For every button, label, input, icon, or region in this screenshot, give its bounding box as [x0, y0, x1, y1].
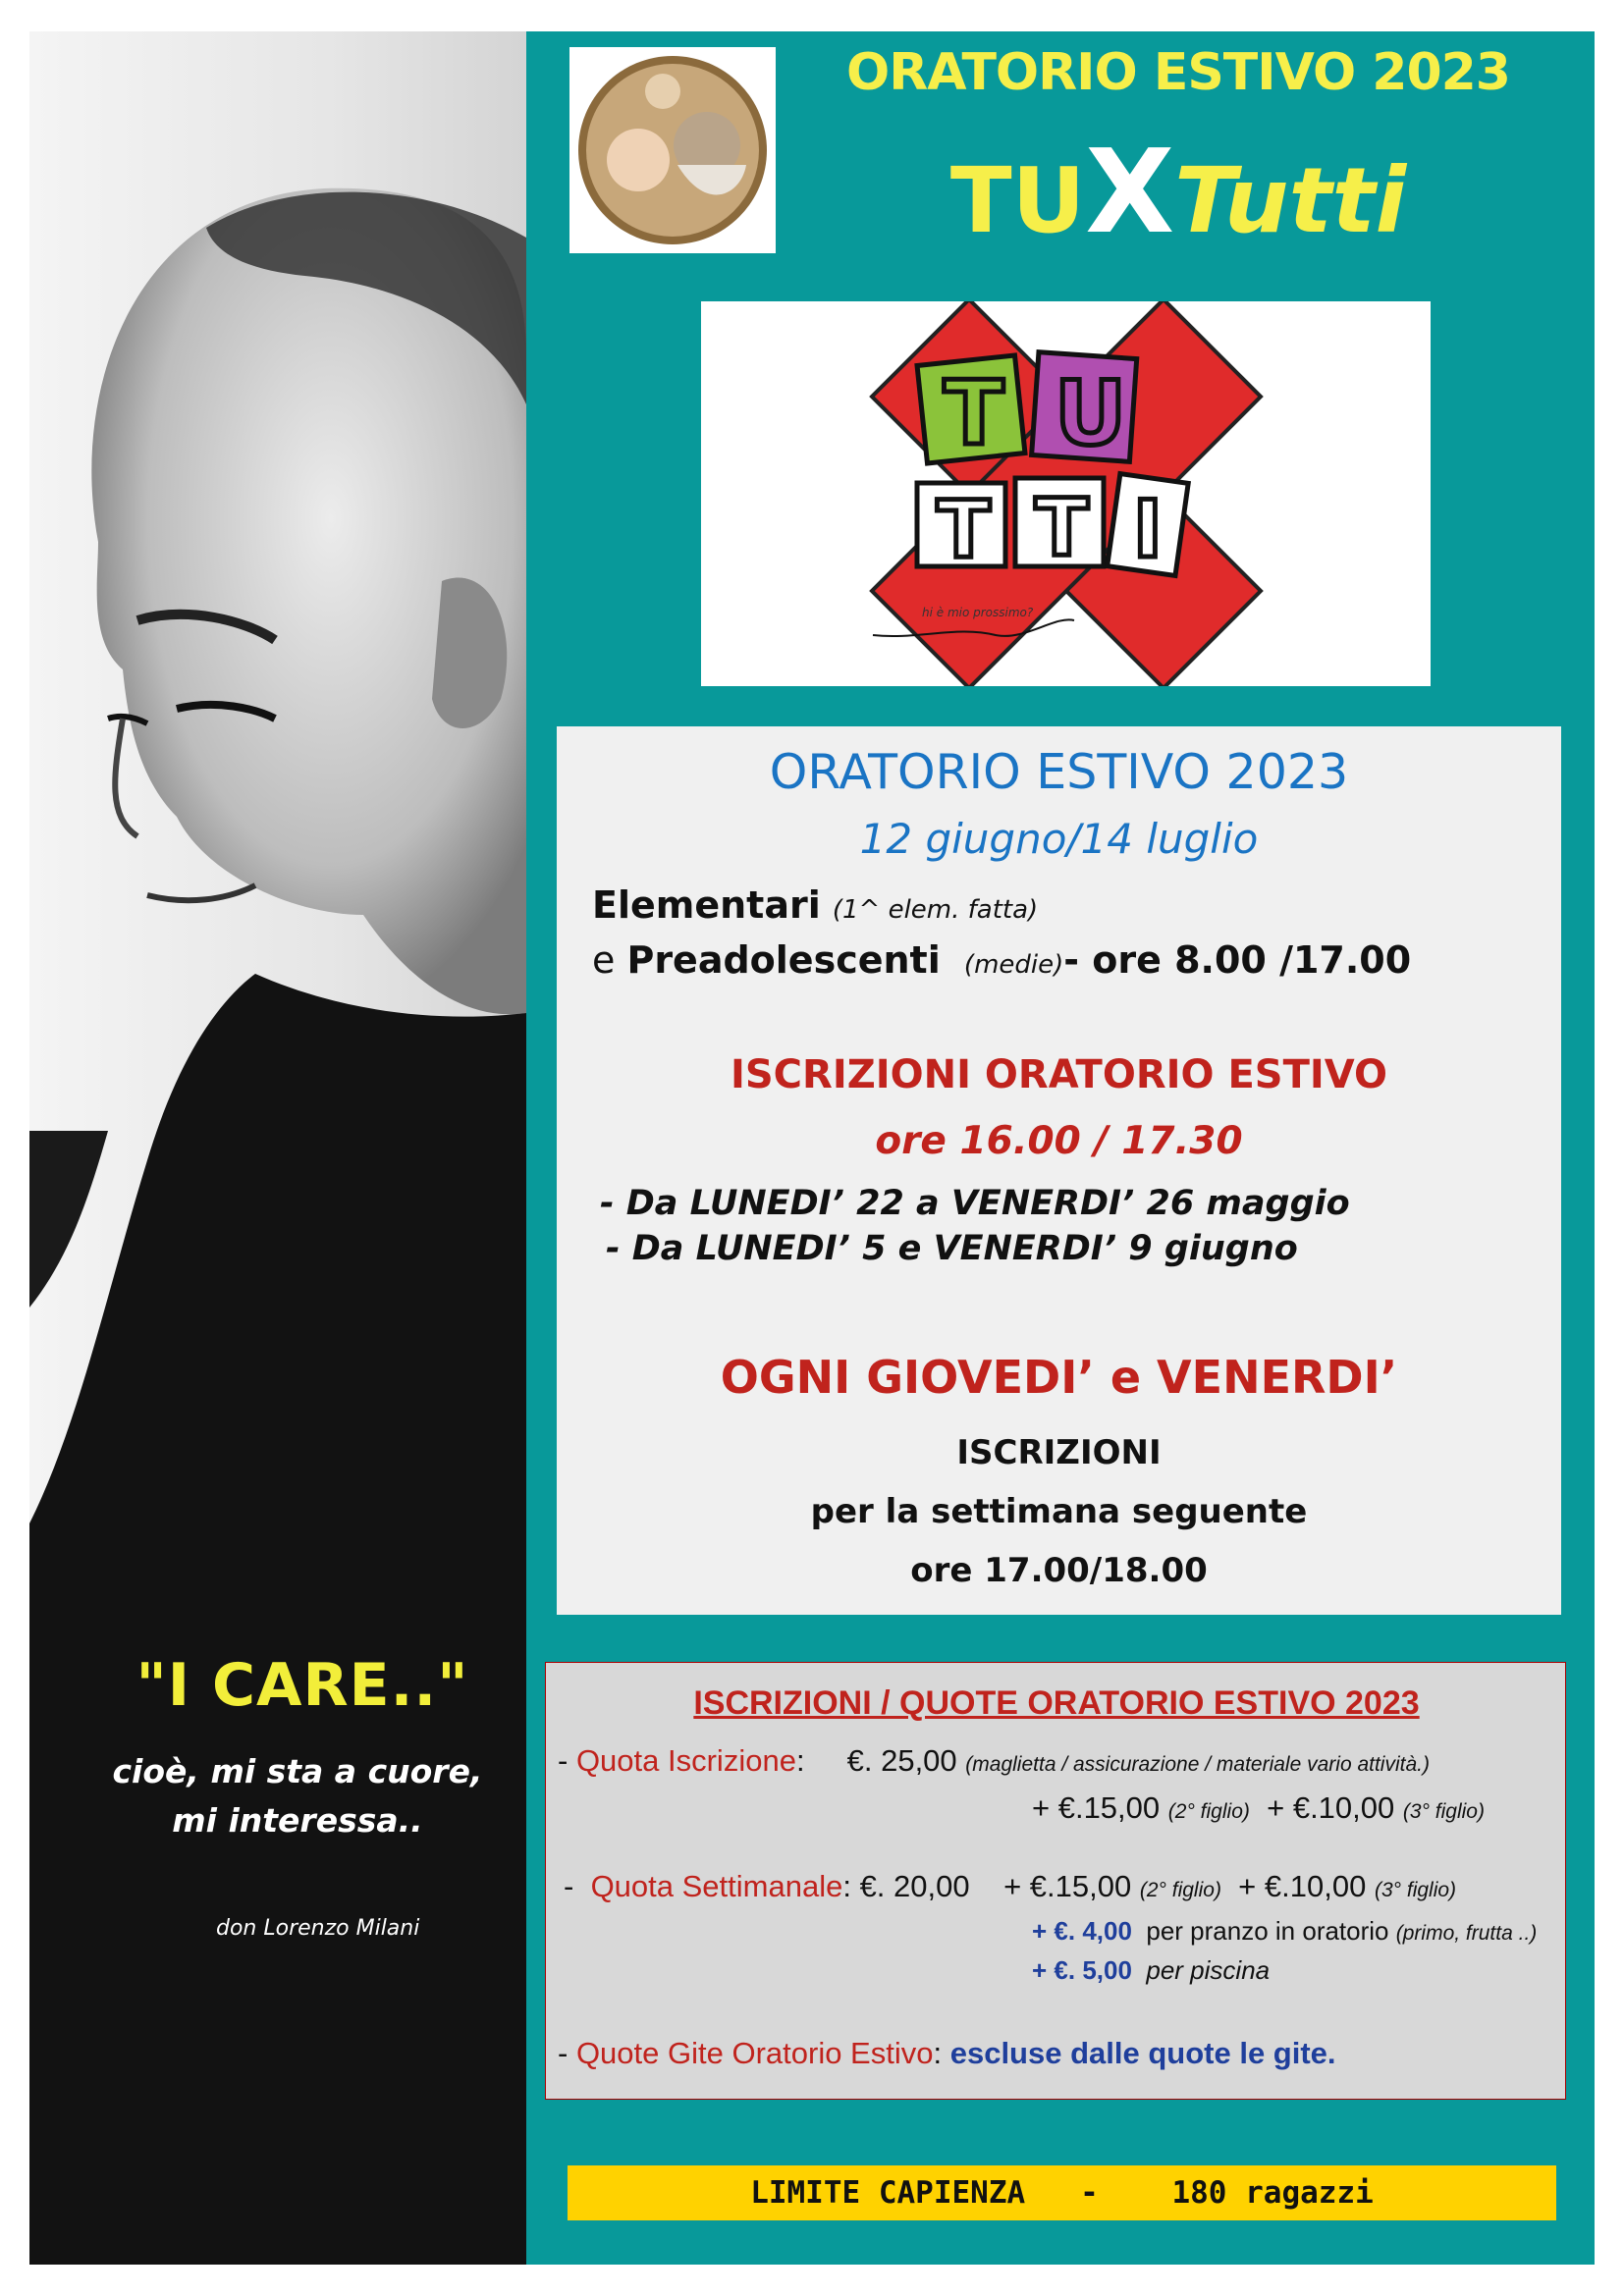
sibling-3-note: (3° figlio): [1402, 1800, 1485, 1823]
preadolescenti-hours: - ore 8.00 /17.00: [1063, 938, 1412, 982]
pranzo-note: (primo, frutta ..): [1395, 1922, 1538, 1945]
preadolescenti-note: (medie): [963, 950, 1064, 980]
week-sibling-2-amount: + €.15,00: [1003, 1869, 1132, 1903]
info-line-elementari: [592, 883, 1038, 927]
info-box: [557, 726, 1561, 1615]
fee-row-pranzo: [1032, 1916, 1537, 1947]
fee-row-gite: - Quote Gite Oratorio Estivo: escluse dalle quote le gite.: [558, 2036, 1336, 2070]
logo-graphic: [701, 301, 1431, 686]
fees-title: ISCRIZIONI / QUOTE ORATORIO ESTIVO 2023: [693, 1684, 1420, 1722]
iscrizioni-title: ISCRIZIONI ORATORIO ESTIVO: [730, 1052, 1388, 1097]
info-line-preadolescenti: [592, 938, 1411, 982]
iscrizione-label: Quota Iscrizione: [575, 1743, 796, 1778]
piscina-amount: + €. 5,00: [1032, 1955, 1132, 1985]
iscrizioni-line-1: - Da LUNEDI’ 22 a VENERDI’ 26 maggio: [600, 1184, 1350, 1223]
pranzo-amount: + €. 4,00: [1032, 1916, 1132, 1946]
week-sibling-3-note: (3° figlio): [1374, 1879, 1457, 1901]
settimanale-amount: €. 20,00: [859, 1869, 970, 1903]
ogni-giovedi-venerdi: OGNI GIOVEDI’ e VENERDI’: [720, 1351, 1398, 1404]
elementari-note: (1^ elem. fatta): [832, 895, 1039, 925]
quote-title: "I CARE..": [135, 1651, 469, 1720]
pranzo-text: per pranzo in oratorio: [1146, 1916, 1389, 1946]
logo-letter-t1: T: [944, 362, 1004, 465]
sibling-3-amount: + €.10,00: [1267, 1790, 1395, 1825]
iscrizioni-line-2: - Da LUNEDI’ 5 e VENERDI’ 9 giugno: [606, 1229, 1298, 1268]
portrait-photo: [29, 31, 526, 2265]
brand-part-tutti: Tutti: [1174, 148, 1407, 253]
sibling-2-amount: + €.15,00: [1032, 1790, 1161, 1825]
info-title: ORATORIO ESTIVO 2023: [769, 744, 1349, 800]
week-sibling-2-note: (2° figlio): [1139, 1879, 1221, 1901]
piscina-text: per piscina: [1146, 1955, 1271, 1985]
logo-caption: hi è mio prossimo?: [922, 606, 1034, 619]
limit-separator: -: [1080, 2175, 1099, 2211]
preadolescenti-prefix: e: [592, 938, 627, 982]
limit-label: LIMITE CAPIENZA: [750, 2175, 1026, 2211]
tuxtutti-logo: [701, 301, 1431, 686]
preadolescenti-label: Preadolescenti: [626, 938, 941, 982]
fee-row-iscrizione: - Quota Iscrizione: €. 25,00 (maglietta / assicurazione / materiale vario attività.): [558, 1743, 1430, 1778]
capacity-limit-bar: [568, 2165, 1556, 2220]
fee-row-settimanale: - Quota Settimanale: €. 20,00 + €.15,00 (2° figlio) + €.10,00 (3° figlio): [564, 1869, 1457, 1903]
info-dates: 12 giugno/14 luglio: [859, 815, 1259, 863]
header-title: ORATORIO ESTIVO 2023: [846, 43, 1510, 102]
ogni-subtext: ISCRIZIONI per la settimana seguente ore 17.00/18.00: [810, 1433, 1308, 1590]
fee-row-piscina: [1032, 1955, 1270, 1986]
iscrizione-amount: €. 25,00: [846, 1743, 957, 1778]
fees-box: [545, 1662, 1566, 2100]
limit-value: 180 ragazzi: [1171, 2175, 1374, 2211]
saint-medallion-image: [569, 47, 776, 253]
brand-part-tu: TU: [949, 148, 1086, 253]
logo-letter-u: U: [1055, 362, 1127, 465]
fee-row-siblings: [1032, 1790, 1485, 1826]
iscrizione-note: (maglietta / assicurazione / materiale vario attività.): [965, 1753, 1430, 1776]
iscrizioni-time: ore 16.00 / 17.30: [875, 1119, 1243, 1163]
elementari-label: Elementari: [592, 883, 821, 927]
brand-title: [795, 124, 1561, 259]
brand-part-x: X: [1085, 124, 1175, 259]
week-sibling-3-amount: + €.10,00: [1238, 1869, 1367, 1903]
logo-letter-t3: T: [1035, 482, 1089, 573]
settimanale-label: Quota Settimanale: [590, 1869, 843, 1903]
quote-author: don Lorenzo Milani: [216, 1916, 420, 1941]
gite-text: escluse dalle quote le gite.: [949, 2036, 1336, 2070]
gite-label: Quote Gite Oratorio Estivo: [575, 2036, 934, 2070]
logo-letter-t2: T: [937, 484, 991, 575]
sibling-2-note: (2° figlio): [1167, 1800, 1250, 1823]
logo-letter-i: I: [1133, 484, 1163, 575]
quote-subtitle: cioè, mi sta a cuore, mi interessa..: [112, 1752, 483, 1840]
quote-block: [29, 1651, 526, 1845]
